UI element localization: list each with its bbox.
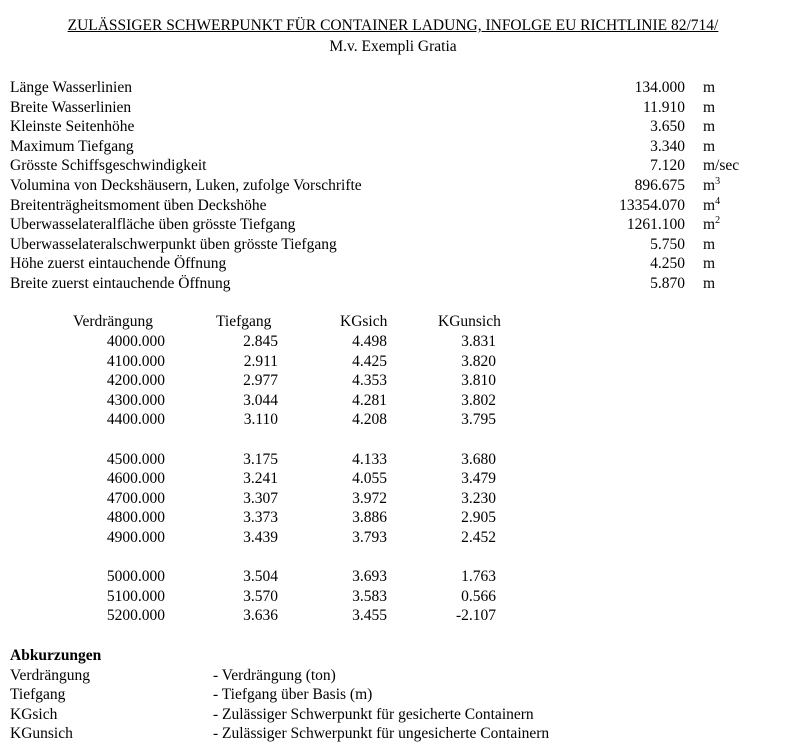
param-row (10, 196, 780, 216)
param-value: 3.340 (650, 137, 685, 155)
table-cell: 4600.000 (106, 470, 165, 488)
param-row (10, 117, 780, 137)
param-label: Maximum Tiefgang (10, 137, 134, 155)
abbreviation-term: Tiefgang (10, 686, 66, 704)
param-unit-text: m (703, 255, 716, 273)
table-row (0, 508, 600, 528)
table-cell: 4.425 (352, 352, 387, 370)
table-row (0, 410, 600, 430)
table-cell: 4.208 (352, 411, 387, 429)
abbreviations-title: Abkurzungen (10, 647, 102, 664)
table-cell: 3.044 (243, 391, 278, 409)
table-cell: 4400.000 (106, 411, 165, 429)
table-row (0, 469, 600, 489)
table-cell: 3.241 (243, 470, 278, 488)
table-header-row (0, 312, 600, 332)
table-cell: 4700.000 (106, 489, 165, 507)
table-cell: 3.793 (352, 528, 387, 546)
table-cell: 3.175 (243, 450, 278, 468)
param-unit-exponent: 4 (715, 195, 721, 207)
table-row (0, 567, 600, 587)
param-unit-text: m (703, 98, 716, 116)
table-cell: 3.455 (352, 607, 387, 625)
param-value: 13354.070 (619, 196, 685, 214)
table-cell: 3.831 (461, 333, 496, 350)
table-cell: 3.439 (243, 528, 278, 546)
param-label: Grösste Schiffsgeschwindigkeit (10, 157, 207, 175)
table-cell: 4900.000 (106, 528, 165, 546)
table-cell: 3.570 (243, 587, 278, 605)
document-title: ZULÄSSIGER SCHWERPUNKT FÜR CONTAINER LADUNG, INFOLGE EU RICHTLINIE 82/714/ (67, 17, 719, 34)
abbreviation-row (10, 724, 780, 744)
param-unit (703, 254, 715, 274)
param-value: 5.870 (650, 274, 685, 292)
table-row (0, 352, 600, 372)
table-cell: 2.977 (243, 372, 278, 390)
header-verdraengung: Verdrängung (73, 313, 154, 330)
stability-table (0, 312, 600, 626)
table-cell: 5200.000 (106, 607, 165, 625)
param-unit (703, 98, 715, 118)
param-unit-text: m (703, 274, 716, 292)
param-label: Uberwasselateralfläche üben grösste Tiefgang (10, 216, 296, 234)
param-value: 134.000 (634, 79, 685, 96)
param-unit-exponent: 3 (715, 175, 721, 187)
param-value: 3.650 (650, 118, 685, 136)
param-unit (703, 117, 715, 137)
table-row (0, 528, 600, 548)
table-cell: 2.452 (461, 528, 496, 546)
table-cell: 3.307 (243, 489, 278, 507)
abbreviation-row (10, 666, 780, 686)
param-value: 4.250 (650, 255, 685, 273)
ship-parameters-list (10, 78, 780, 294)
table-cell: 4.353 (352, 372, 387, 390)
table-cell: 3.810 (461, 372, 496, 390)
param-label: Breite Wasserlinien (10, 98, 132, 116)
param-row (10, 137, 780, 157)
table-row (0, 606, 600, 626)
param-row (10, 274, 780, 294)
table-cell: 3.693 (352, 568, 387, 586)
header-kgunsich: KGunsich (438, 313, 501, 330)
table-cell: -2.107 (455, 607, 496, 625)
table-cell: 3.795 (461, 411, 496, 429)
table-cell: 4300.000 (106, 391, 165, 409)
table-cell: 4.498 (352, 333, 387, 350)
header-tiefgang: Tiefgang (216, 313, 272, 330)
table-cell: 2.911 (243, 352, 278, 370)
table-cell: 5100.000 (106, 587, 165, 605)
param-row (10, 156, 780, 176)
table-cell: 4000.000 (106, 333, 165, 350)
abbreviation-description: - Tiefgang über Basis (m) (213, 686, 373, 704)
param-row (10, 254, 780, 274)
table-row (0, 489, 600, 509)
param-unit-text: m (703, 79, 716, 96)
table-row (0, 450, 600, 470)
group-spacer (0, 430, 600, 450)
param-unit-text: m (703, 216, 716, 234)
param-label: Volumina von Deckshäusern, Luken, zufolge Vorschrifte (10, 176, 362, 194)
table-row (0, 391, 600, 411)
table-cell: 4.055 (352, 470, 387, 488)
table-cell: 3.110 (243, 411, 278, 429)
table-cell: 3.886 (352, 509, 387, 527)
param-label: Breite zuerst eintauchende Öffnung (10, 274, 231, 292)
abbreviation-term: KGunsich (10, 725, 73, 743)
table-cell: 2.905 (461, 509, 496, 527)
table-cell: 3.373 (243, 509, 278, 527)
param-unit (703, 156, 739, 176)
param-label: Uberwasselateralschwerpunkt üben grösste Tiefgang (10, 235, 337, 253)
table-cell: 2.845 (243, 333, 278, 350)
param-unit-text: m (703, 118, 716, 136)
param-value: 7.120 (650, 157, 685, 175)
abbreviation-description: - Zulässiger Schwerpunkt für ungesicherte Containern (213, 725, 550, 743)
param-unit-exponent: 2 (715, 215, 721, 227)
table-cell: 1.763 (461, 568, 496, 586)
table-cell: 4.281 (352, 391, 387, 409)
param-label: Länge Wasserlinien (10, 79, 132, 96)
table-body (0, 332, 600, 626)
param-unit-text: m (703, 176, 716, 194)
param-row (10, 98, 780, 118)
table-cell: 3.680 (461, 450, 496, 468)
param-row (10, 235, 780, 255)
table-row (0, 332, 600, 352)
table-cell: 3.802 (461, 391, 496, 409)
abbreviation-row (10, 705, 780, 725)
table-cell: 3.972 (352, 489, 387, 507)
abbreviation-description: - Zulässiger Schwerpunkt für gesicherte Containern (213, 705, 534, 723)
table-row (0, 371, 600, 391)
param-unit-text: m/sec (703, 157, 740, 175)
param-value: 896.675 (634, 176, 685, 194)
table-cell: 3.504 (243, 568, 278, 586)
abbreviations-section (10, 646, 780, 744)
abbreviation-term: Verdrängung (10, 666, 91, 684)
table-cell: 3.230 (461, 489, 496, 507)
table-row (0, 587, 600, 607)
param-row (10, 78, 780, 98)
table-cell: 4200.000 (106, 372, 165, 390)
table-cell: 3.636 (243, 607, 278, 625)
table-cell: 3.583 (352, 587, 387, 605)
header-kgsich: KGsich (340, 313, 388, 330)
param-label: Kleinste Seitenhöhe (10, 118, 135, 136)
table-cell: 3.479 (461, 470, 496, 488)
abbreviation-row (10, 685, 780, 705)
table-cell: 4500.000 (106, 450, 165, 468)
param-unit (703, 215, 720, 235)
param-unit (703, 137, 715, 157)
table-cell: 4.133 (352, 450, 387, 468)
param-unit (703, 78, 715, 98)
param-unit-text: m (703, 235, 716, 253)
abbreviations-list (10, 666, 780, 744)
table-cell: 3.820 (461, 352, 496, 370)
param-unit (703, 176, 720, 196)
param-label: Höhe zuerst eintauchende Öffnung (10, 255, 227, 273)
param-value: 11.910 (642, 98, 685, 116)
param-value: 5.750 (650, 235, 685, 253)
param-row (10, 215, 780, 235)
param-value: 1261.100 (626, 216, 685, 234)
table-cell: 4100.000 (106, 352, 165, 370)
table-cell: 0.566 (461, 587, 496, 605)
param-row (10, 176, 780, 196)
document-subtitle: M.v. Exempli Gratia (329, 38, 457, 55)
table-cell: 4800.000 (106, 509, 165, 527)
param-unit (703, 235, 715, 255)
param-unit-text: m (703, 137, 716, 155)
group-spacer (0, 548, 600, 568)
abbreviation-term: KGsich (10, 705, 58, 723)
abbreviation-description: - Verdrängung (ton) (213, 666, 336, 684)
param-unit-text: m (703, 196, 716, 214)
table-cell: 5000.000 (106, 568, 165, 586)
param-label: Breitenträgheitsmoment üben Deckshöhe (10, 196, 267, 214)
param-unit (703, 196, 720, 216)
param-unit (703, 274, 715, 294)
